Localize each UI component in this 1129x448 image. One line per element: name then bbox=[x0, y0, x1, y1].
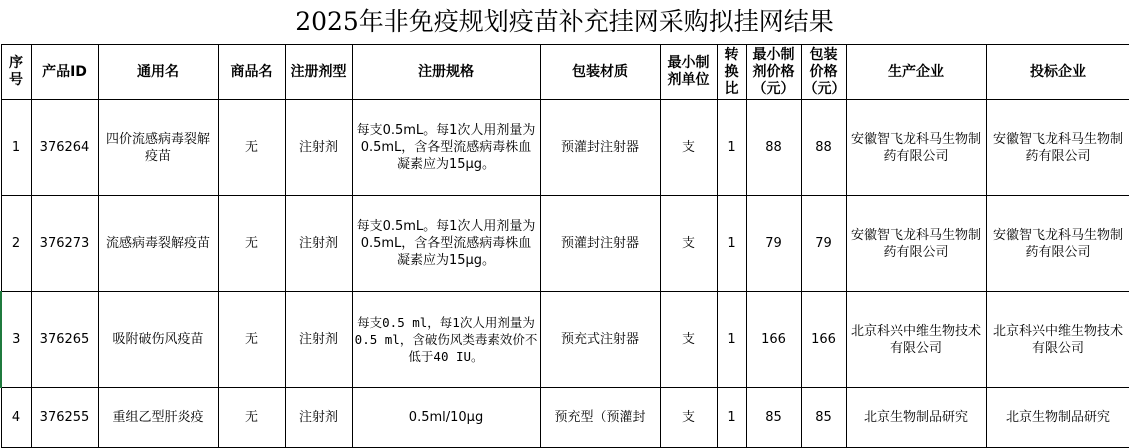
cell-generic-name[interactable]: 四价流感病毒裂解疫苗 bbox=[98, 100, 218, 196]
cell-pack-price[interactable]: 88 bbox=[801, 100, 846, 196]
cell-no[interactable]: 2 bbox=[1, 196, 31, 292]
cell-form[interactable]: 注射剂 bbox=[285, 100, 352, 196]
cell-bidder[interactable]: 安徽智飞龙科马生物制药有限公司 bbox=[986, 100, 1129, 196]
col-header-packaging: 包装材质 bbox=[540, 45, 660, 100]
col-header-no: 序号 bbox=[1, 45, 31, 100]
cell-min-unit[interactable]: 支 bbox=[660, 100, 717, 196]
col-header-form: 注册剂型 bbox=[285, 45, 352, 100]
cell-brand[interactable]: 无 bbox=[218, 292, 285, 388]
cell-form[interactable]: 注射剂 bbox=[285, 388, 352, 448]
col-header-spec: 注册规格 bbox=[352, 45, 540, 100]
table-row[interactable] bbox=[1, 196, 1129, 292]
cell-bidder[interactable]: 北京科兴中维生物技术有限公司 bbox=[986, 292, 1129, 388]
col-header-generic-name: 通用名 bbox=[98, 45, 218, 100]
cell-generic-name[interactable]: 吸附破伤风疫苗 bbox=[98, 292, 218, 388]
cell-spec[interactable]: 每支0.5 ml，每1次人用剂量为0.5 ml，含破伤风类毒素效价不低于40 IU。 bbox=[352, 292, 540, 388]
cell-product-id[interactable]: 376265 bbox=[31, 292, 98, 388]
cell-bidder[interactable]: 安徽智飞龙科马生物制药有限公司 bbox=[986, 196, 1129, 292]
cell-form[interactable]: 注射剂 bbox=[285, 196, 352, 292]
col-header-ratio: 转换比 bbox=[717, 45, 746, 100]
col-header-bidder: 投标企业 bbox=[986, 45, 1129, 100]
cell-generic-name[interactable]: 流感病毒裂解疫苗 bbox=[98, 196, 218, 292]
cell-packaging[interactable]: 预灌封注射器 bbox=[540, 100, 660, 196]
cell-pack-price[interactable]: 79 bbox=[801, 196, 846, 292]
cell-no[interactable]: 4 bbox=[1, 388, 31, 448]
cell-no[interactable]: 1 bbox=[1, 100, 31, 196]
page-title: 2025年非免疫规划疫苗补充挂网采购拟挂网结果 bbox=[295, 7, 834, 36]
col-header-product-id: 产品ID bbox=[31, 45, 98, 100]
cell-unit-price[interactable]: 88 bbox=[746, 100, 801, 196]
cell-packaging[interactable]: 预充式注射器 bbox=[540, 292, 660, 388]
cell-pack-price[interactable]: 166 bbox=[801, 292, 846, 388]
table-row[interactable] bbox=[1, 100, 1129, 196]
cell-unit-price[interactable]: 79 bbox=[746, 196, 801, 292]
table-row[interactable] bbox=[1, 292, 1129, 388]
cell-brand[interactable]: 无 bbox=[218, 388, 285, 448]
cell-min-unit[interactable]: 支 bbox=[660, 388, 717, 448]
cell-min-unit[interactable]: 支 bbox=[660, 292, 717, 388]
cell-ratio[interactable]: 1 bbox=[717, 292, 746, 388]
cell-unit-price[interactable]: 85 bbox=[746, 388, 801, 448]
cell-manufacturer[interactable]: 北京生物制品研究 bbox=[846, 388, 986, 448]
cell-product-id[interactable]: 376264 bbox=[31, 100, 98, 196]
cell-packaging[interactable]: 预充型（预灌封 bbox=[540, 388, 660, 448]
cell-ratio[interactable]: 1 bbox=[717, 388, 746, 448]
cell-manufacturer[interactable]: 安徽智飞龙科马生物制药有限公司 bbox=[846, 100, 986, 196]
col-header-manufacturer: 生产企业 bbox=[846, 45, 986, 100]
table-row[interactable] bbox=[1, 388, 1129, 448]
cell-product-id[interactable]: 376255 bbox=[31, 388, 98, 448]
cell-spec[interactable]: 每支0.5mL。每1次人用剂量为0.5mL，含各型流感病毒株血凝素应为15μg。 bbox=[352, 100, 540, 196]
cell-manufacturer[interactable]: 安徽智飞龙科马生物制药有限公司 bbox=[846, 196, 986, 292]
col-header-brand: 商品名 bbox=[218, 45, 285, 100]
cell-brand[interactable]: 无 bbox=[218, 196, 285, 292]
cell-min-unit[interactable]: 支 bbox=[660, 196, 717, 292]
cell-form[interactable]: 注射剂 bbox=[285, 292, 352, 388]
cell-product-id[interactable]: 376273 bbox=[31, 196, 98, 292]
cell-unit-price[interactable]: 166 bbox=[746, 292, 801, 388]
cell-spec[interactable]: 0.5ml/10μg bbox=[352, 388, 540, 448]
cell-packaging[interactable]: 预灌封注射器 bbox=[540, 196, 660, 292]
col-header-min-unit: 最小制剂单位 bbox=[660, 45, 717, 100]
cell-spec[interactable]: 每支0.5mL。每1次人用剂量为0.5mL，含各型流感病毒株血凝素应为15μg。 bbox=[352, 196, 540, 292]
col-header-unit-price: 最小制剂价格（元） bbox=[746, 45, 801, 100]
cell-manufacturer[interactable]: 北京科兴中维生物技术有限公司 bbox=[846, 292, 986, 388]
col-header-pack-price: 包装价格（元） bbox=[801, 45, 846, 100]
cell-pack-price[interactable]: 85 bbox=[801, 388, 846, 448]
cell-bidder[interactable]: 北京生物制品研究 bbox=[986, 388, 1129, 448]
cell-ratio[interactable]: 1 bbox=[717, 100, 746, 196]
table-header-row bbox=[1, 45, 1129, 100]
results-table bbox=[0, 44, 1129, 448]
cell-brand[interactable]: 无 bbox=[218, 100, 285, 196]
cell-generic-name[interactable]: 重组乙型肝炎疫 bbox=[98, 388, 218, 448]
cell-ratio[interactable]: 1 bbox=[717, 196, 746, 292]
cell-no[interactable]: 3 bbox=[1, 292, 31, 388]
